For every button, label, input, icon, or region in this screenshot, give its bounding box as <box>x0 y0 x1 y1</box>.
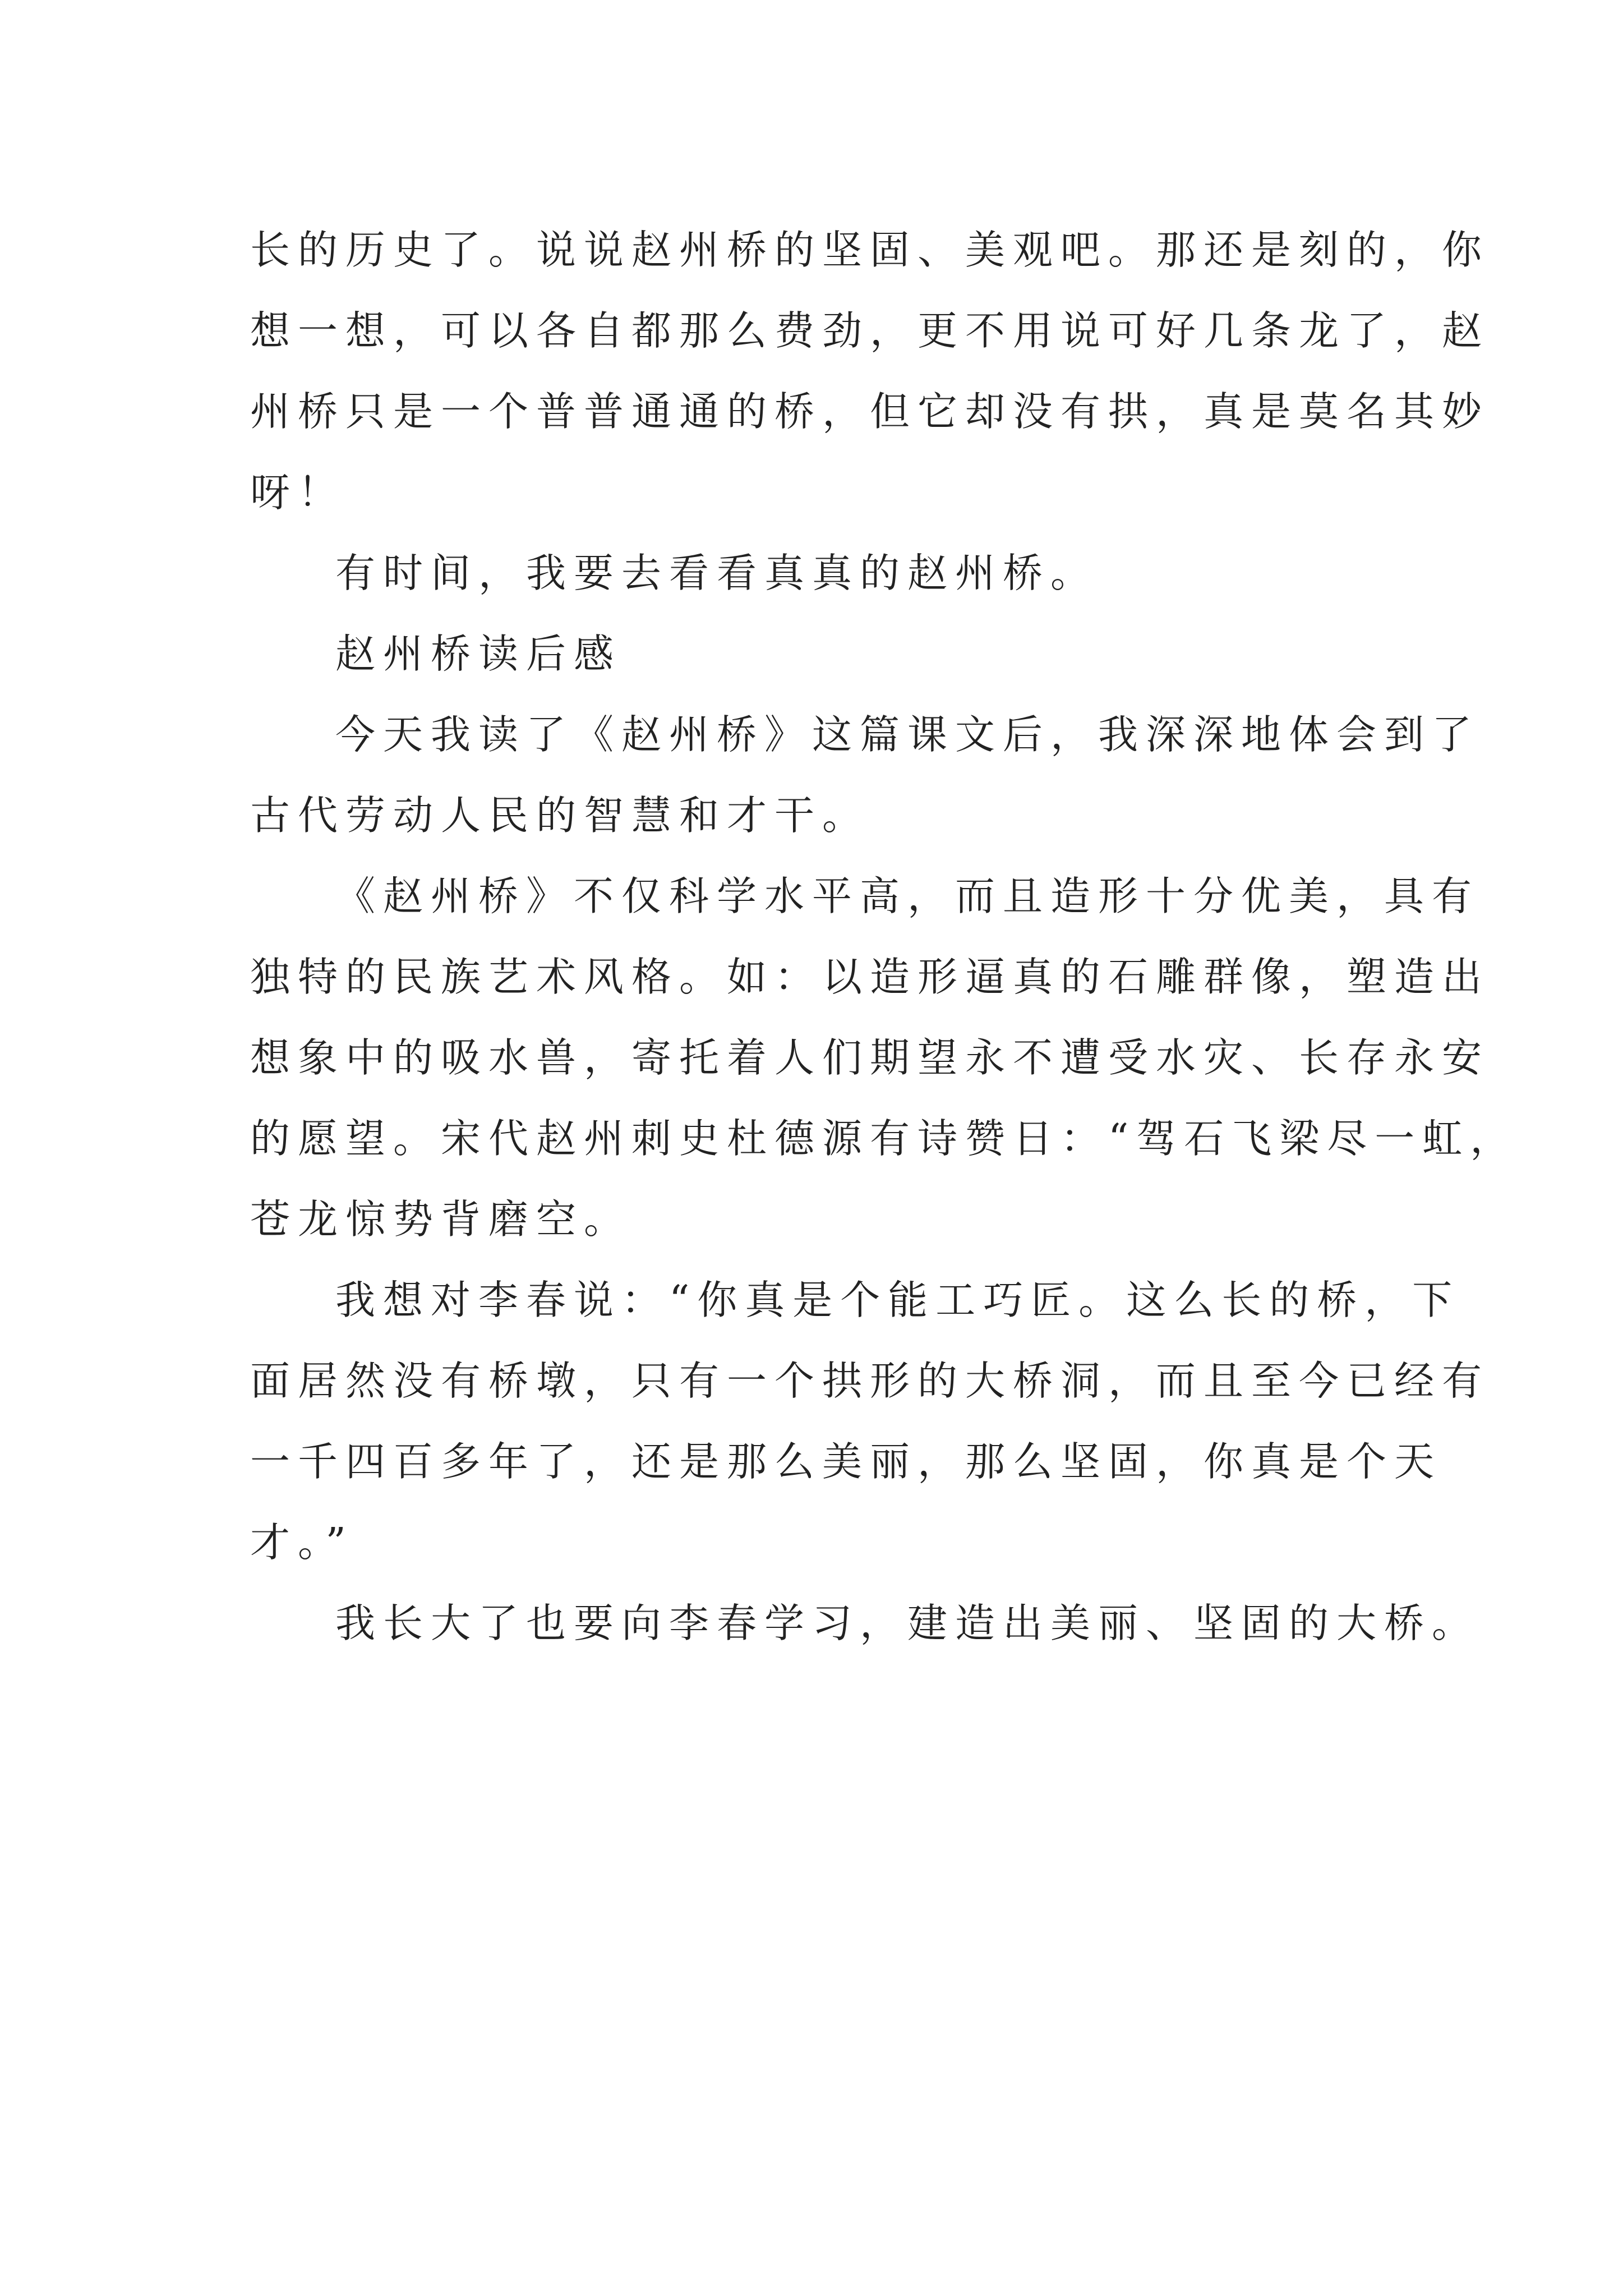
text-line: 长的历史了。说说赵州桥的坚固、美观吧。那还是刻的，你 <box>250 227 1490 273</box>
text-line: 一千四百多年了，还是那么美丽，那么坚固，你真是个天 <box>250 1438 1442 1485</box>
text-line: 想象中的吸水兽，寄托着人们期望永不遭受水灾、长存永安 <box>250 1034 1490 1081</box>
text-line: 想一想，可以各自都那么费劲，更不用说可好几条龙了，赵 <box>250 307 1490 354</box>
text-line: 呀！ <box>250 469 346 516</box>
text-line: 苍龙惊势背磨空。 <box>250 1196 632 1243</box>
text-line: 古代劳动人民的智慧和才干。 <box>250 792 870 839</box>
text-line: 独特的民族艺术风格。如：以造形逼真的石雕群像，塑造出 <box>250 954 1490 1000</box>
text-line: 州桥只是一个普普通通的桥，但它却没有拱，真是莫名其妙 <box>250 388 1490 435</box>
section-title: 赵州桥读后感 <box>335 631 622 677</box>
text-line: 有时间，我要去看看真真的赵州桥。 <box>335 550 1099 596</box>
text-line: 我想对李春说：“你真是个能工巧匠。这么长的桥，下 <box>335 1277 1460 1323</box>
document-body <box>250 210 1518 1664</box>
text-line: 的愿望。宋代赵州刺史杜德源有诗赞日：“驾石飞梁尽一虹， <box>250 1115 1518 1162</box>
text-line: 《赵州桥》不仅科学水平高，而且造形十分优美，具有 <box>335 873 1480 919</box>
text-line: 面居然没有桥墩，只有一个拱形的大桥洞，而且至今已经有 <box>250 1358 1490 1404</box>
text-line: 我长大了也要向李春学习，建造出美丽、坚固的大桥。 <box>335 1600 1480 1646</box>
text-line: 今天我读了《赵州桥》这篇课文后，我深深地体会到了 <box>335 711 1480 758</box>
text-line: 才。” <box>250 1519 354 1566</box>
